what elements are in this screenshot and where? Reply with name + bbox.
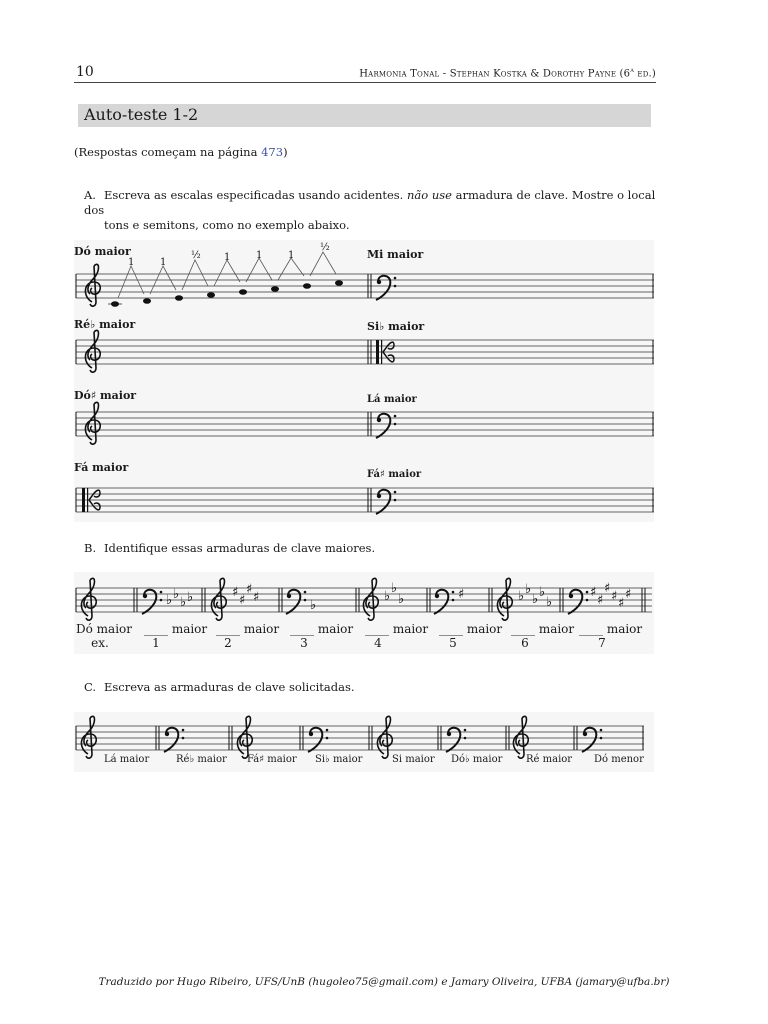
svg-text:♭: ♭ [546,595,553,610]
footer-credits: Traduzido por Hugo Ribeiro, UFS/UnB (hugoleo75@gmail.com) e Jamary Oliveira, UFBA (jamary@ufba.br) [98,976,670,988]
svg-text:♯: ♯ [232,585,239,600]
label-do-maior: Dó maior [74,245,131,258]
svg-text:♭: ♭ [180,595,187,610]
note-e [175,295,183,301]
staff-row-4 [76,488,654,512]
staff-row-3 [76,412,654,436]
item-number: 7 [598,636,606,650]
item-number: 2 [224,636,232,650]
label-fas-maior: Fá♯ maior [367,469,422,480]
note-c [111,301,119,307]
treble-clef-icon [85,330,100,372]
treble-clef-icon [85,264,100,306]
svg-text:♯: ♯ [253,590,260,605]
note-g [239,289,247,295]
item-number: 6 [521,636,529,650]
svg-text:♭: ♭ [173,587,180,602]
answers-prefix: (Respostas começam na página [74,145,262,159]
key-signature-writing [74,712,654,772]
bass-clef-icon [376,414,396,438]
answers-suffix: ) [283,145,288,159]
edition-suffix: ed.) [634,68,656,80]
label-do-menor: Dó menor [594,754,644,765]
label-sib-maior: Si♭ maior [315,754,363,765]
svg-text:♯: ♯ [625,587,632,602]
svg-text:♭: ♭ [525,582,532,597]
item-number: 1 [152,636,160,650]
question-c-text: Escreva as armaduras de clave solicitadas. [104,680,355,694]
treble-clef-icon [237,716,252,758]
question-a-letter: A. [84,188,96,202]
page-number: 10 [76,64,94,80]
note-d [143,298,151,304]
treble-clef-icon [363,578,378,620]
bass-clef-icon [582,728,602,752]
answers-page-link[interactable]: 473 [261,145,284,159]
note-b [303,283,311,289]
question-b-letter: B. [84,541,97,555]
scales-exercise [74,240,654,522]
svg-text:♯: ♯ [458,587,465,602]
bass-clef-icon [142,590,162,614]
label-re-maior: Ré maior [526,754,573,765]
step-label: 1 [288,250,295,261]
svg-text:♭: ♭ [532,592,539,607]
section-title: Auto-teste 1-2 [84,105,199,124]
edition-superscript: a [630,66,635,74]
label-la-maior: Lá maior [367,394,417,405]
step-label: 1 [128,257,135,268]
step-label: 1 [224,252,231,263]
section-heading-box [78,104,651,127]
bass-clef-icon [164,728,184,752]
note-f [207,292,215,298]
question-c [84,680,355,695]
svg-text:♯: ♯ [618,596,625,611]
item-number: 3 [300,636,308,650]
key-signature-identification [74,572,654,654]
label-reb-maior: Ré♭ maior [176,754,227,765]
svg-text:♭: ♭ [398,592,405,607]
note-c-high [335,280,343,286]
blank-answer: ____ maior [144,622,208,636]
blank-answer: ____ maior [216,622,280,636]
blank-answer: ____ maior [290,622,354,636]
label-fa-maior: Fá maior [74,461,129,474]
blank-answer: ____ maior [511,622,575,636]
c-major-scale-notes [108,280,343,307]
question-b [84,541,375,556]
label-dob-maior: Dó♭ maior [451,754,503,765]
label-mi-maior: Mi maior [367,248,424,261]
svg-text:♭: ♭ [187,590,194,605]
step-label: ½ [320,242,330,253]
svg-text:♭: ♭ [384,589,391,604]
header-rule [74,82,656,83]
label-la-maior: Lá maior [104,754,150,765]
blank-answer: ____ maior [365,622,429,636]
svg-text:♯: ♯ [611,589,618,604]
question-c-letter: C. [84,680,97,694]
bass-clef-icon [434,590,454,614]
example-sublabel: ex. [91,636,109,650]
staff-row-1 [76,274,654,298]
treble-clef-icon [377,716,392,758]
key-signature-accidentals [166,581,631,613]
treble-clef-icon [513,716,528,758]
question-a-text-3: tons e semitons, como no exemplo abaixo. [104,218,350,232]
svg-text:♯: ♯ [604,581,611,596]
svg-text:♭: ♭ [391,581,398,596]
svg-text:♯: ♯ [590,585,597,600]
label-si-maior: Si maior [392,754,435,765]
svg-text:♯: ♯ [597,593,604,608]
blank-answer: ____ maior [439,622,503,636]
note-a [271,286,279,292]
staff-row-2 [76,340,654,364]
label-sib-maior: Si♭ maior [367,320,425,333]
item-number: 4 [374,636,382,650]
running-title [359,66,656,79]
example-label: Dó maior [76,622,132,636]
answers-note [74,145,288,159]
svg-text:♭: ♭ [539,585,546,600]
bass-clef-icon [376,490,396,514]
step-label: 1 [160,257,167,268]
treble-clef-icon [81,578,96,620]
svg-text:♯: ♯ [239,593,246,608]
scales-staves [74,240,654,522]
step-label: 1 [256,250,263,261]
item-number: 5 [449,636,457,650]
label-dos-maior: Dó♯ maior [74,389,137,402]
svg-text:♭: ♭ [166,593,173,608]
svg-text:♯: ♯ [246,582,253,597]
label-reb-maior: Ré♭ maior [74,318,136,331]
bass-clef-icon [568,590,588,614]
label-fas-maior: Fá♯ maior [247,754,297,765]
running-title-text: Harmonia Tonal - Stephan Kostka & Dorothy Payne (6 [359,68,631,80]
treble-clef-icon [85,402,100,444]
step-label: ½ [191,250,201,261]
question-a-text-1: Escreva as escalas especificadas usando acidentes. [104,188,407,202]
question-a-text-2: armadura de clave. Mostre o local dos [84,188,656,217]
bass-clef-icon [376,276,396,300]
bass-clef-icon [308,728,328,752]
bass-clef-icon [286,590,306,614]
treble-clef-icon [497,578,512,620]
treble-clef-icon [81,716,96,758]
treble-clef-icon [211,578,226,620]
blank-answer: ____ maior [579,622,643,636]
question-b-text: Identifique essas armaduras de clave maiores. [104,541,376,555]
svg-text:♭: ♭ [518,589,525,604]
svg-text:♭: ♭ [310,598,317,613]
bass-clef-icon [446,728,466,752]
question-a-emphasis: não use [407,188,452,202]
question-a [84,188,664,233]
